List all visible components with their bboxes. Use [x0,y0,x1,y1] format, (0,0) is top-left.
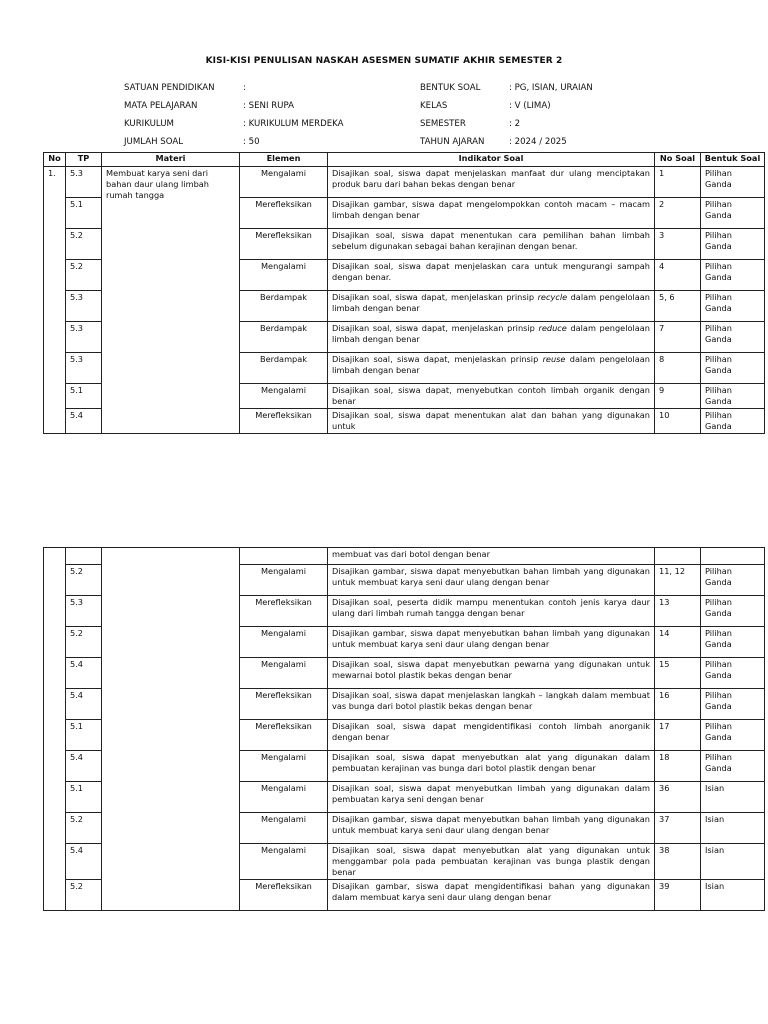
tp-cell: 5.4 [66,658,102,689]
meta-key: JUMLAH SOAL [124,137,184,147]
tp-cell: 5.1 [66,198,102,229]
no-soal-cell: 18 [655,751,701,782]
indikator-cell: Disajikan gambar, siswa dapat menyebutkan bahan limbah yang digunakan untuk membuat karya seni daur ulang dengan benar [328,565,655,596]
bentuk-soal-cell: Pilihan Ganda [701,291,765,322]
meta-row-semester [420,115,593,133]
elemen-cell: Merefleksikan [240,198,328,229]
no-soal-cell: 1 [655,167,701,198]
meta-value: : SENI RUPA [243,101,294,111]
meta-key: SEMESTER [420,119,466,129]
meta-row-mapel [124,97,344,115]
no-soal-cell: 16 [655,689,701,720]
row-number [44,548,66,911]
indikator-term: reduce [538,323,567,333]
kisi-table-page-2 [43,547,765,911]
meta-value: : PG, ISIAN, URAIAN [509,83,593,93]
indikator-cell [328,291,655,322]
indikator-cell: Disajikan gambar, siswa dapat mengidentifikasi bahan yang digunakan dalam membuat karya seni daur ulang dengan benar [328,880,655,911]
no-soal-cell: 10 [655,409,701,434]
indikator-term: recycle [537,292,568,302]
meta-row-kelas [420,97,593,115]
indikator-text: dalam pengelolaan limbah dengan benar [332,354,650,375]
tp-cell: 5.3 [66,167,102,198]
no-soal-cell: 8 [655,353,701,384]
no-soal-cell: 9 [655,384,701,409]
elemen-cell: Merefleksikan [240,229,328,260]
meta-value: : 2024 / 2025 [509,137,567,147]
meta-value: : 50 [243,137,260,147]
tp-cell: 5.2 [66,229,102,260]
indikator-cell: Disajikan soal, siswa dapat menjelaskan langkah – langkah dalam membuat vas bunga dari botol plastik bekas dengan benar [328,689,655,720]
elemen-cell: Mengalami [240,565,328,596]
bentuk-soal-cell: Pilihan Ganda [701,353,765,384]
header-indikator: Indikator Soal [328,153,655,167]
header-no: No [44,153,66,167]
table-header-row [44,153,765,167]
elemen-cell: Merefleksikan [240,689,328,720]
elemen-cell: Berdampak [240,353,328,384]
no-soal-cell: 38 [655,844,701,880]
indikator-cell: Disajikan soal, siswa dapat menjelaskan manfaat dur ulang menciptakan produk baru dari bahan bekas dengan benar [328,167,655,198]
bentuk-soal-cell: Isian [701,782,765,813]
indikator-cell: Disajikan soal, siswa dapat menyebutkan limbah yang digunakan dalam pembuatan karya seni dengan benar [328,782,655,813]
bentuk-soal-cell: Pilihan Ganda [701,409,765,434]
bentuk-soal-cell: Pilihan Ganda [701,322,765,353]
elemen-cell: Mengalami [240,751,328,782]
meta-row-jumlah [124,133,344,151]
tp-cell: 5.2 [66,565,102,596]
tp-cell: 5.4 [66,751,102,782]
bentuk-soal-cell: Pilihan Ganda [701,720,765,751]
row-number: 1. [44,167,66,434]
header-bentuk-soal: Bentuk Soal [701,153,765,167]
bentuk-soal-cell: Pilihan Ganda [701,751,765,782]
elemen-cell: Mengalami [240,167,328,198]
elemen-cell: Merefleksikan [240,880,328,911]
elemen-cell: Merefleksikan [240,596,328,627]
meta-left [124,79,344,151]
no-soal-cell: 15 [655,658,701,689]
indikator-cell: Disajikan gambar, siswa dapat menyebutkan bahan limbah yang digunakan untuk membuat karya seni daur ulang dengan benar [328,627,655,658]
no-soal-cell: 2 [655,198,701,229]
bentuk-soal-cell [701,548,765,565]
document-title: KISI-KISI PENULISAN NASKAH ASESMEN SUMATIF AKHIR SEMESTER 2 [205,56,563,66]
tp-cell: 5.4 [66,409,102,434]
tp-cell: 5.4 [66,689,102,720]
elemen-cell: Berdampak [240,322,328,353]
bentuk-soal-cell: Pilihan Ganda [701,198,765,229]
bentuk-soal-cell: Pilihan Ganda [701,658,765,689]
meta-value: : [243,83,246,93]
header-elemen: Elemen [240,153,328,167]
tp-cell: 5.3 [66,291,102,322]
elemen-cell [240,548,328,565]
indikator-text: Disajikan soal, siswa dapat, menjelaskan prinsip [332,292,538,302]
tp-cell: 5.2 [66,813,102,844]
indikator-text: Disajikan soal, siswa dapat, menjelaskan prinsip [332,354,543,364]
tp-cell: 5.2 [66,260,102,291]
bentuk-soal-cell: Pilihan Ganda [701,229,765,260]
indikator-term: reuse [542,354,566,364]
indikator-cell: Disajikan soal, peserta didik mampu menentukan contoh jenis karya daur ulang dari limbah rumah tangga dengan benar [328,596,655,627]
indikator-cell: Disajikan soal, siswa dapat menentukan cara pemilihan bahan limbah sebelum digunakan sebagai bahan kerajinan dengan benar. [328,229,655,260]
no-soal-cell: 14 [655,627,701,658]
bentuk-soal-cell: Pilihan Ganda [701,627,765,658]
meta-row-bentuk [420,79,593,97]
bentuk-soal-cell: Pilihan Ganda [701,565,765,596]
meta-value: : 2 [509,119,521,129]
elemen-cell: Merefleksikan [240,720,328,751]
tp-cell: 5.1 [66,384,102,409]
meta-key: TAHUN AJARAN [420,137,485,147]
indikator-cell: Disajikan soal, siswa dapat, menyebutkan contoh limbah organik dengan benar [328,384,655,409]
meta-key: BENTUK SOAL [420,83,481,93]
indikator-cell: Disajikan soal, siswa dapat menentukan alat dan bahan yang digunakan untuk [328,409,655,434]
materi-cell: Membuat karya seni dari bahan daur ulang limbah rumah tangga [102,167,240,434]
bentuk-soal-cell: Pilihan Ganda [701,596,765,627]
tp-cell: 5.4 [66,844,102,880]
tp-cell: 5.1 [66,720,102,751]
header-no-soal: No Soal [655,153,701,167]
no-soal-cell: 11, 12 [655,565,701,596]
meta-key: KURIKULUM [124,119,174,129]
meta-value: : V (LIMA) [509,101,551,111]
bentuk-soal-cell: Pilihan Ganda [701,260,765,291]
no-soal-cell: 3 [655,229,701,260]
meta-row-kurikulum [124,115,344,133]
bentuk-soal-cell: Pilihan Ganda [701,689,765,720]
indikator-cell: Disajikan soal, siswa dapat menyebutkan pewarna yang digunakan untuk mewarnai botol plastik bekas dengan benar [328,658,655,689]
elemen-cell: Mengalami [240,627,328,658]
bentuk-soal-cell: Pilihan Ganda [701,167,765,198]
kisi-table-page-1 [43,152,765,434]
tp-cell [66,548,102,565]
no-soal-cell [655,548,701,565]
indikator-text: dalam pengelolaan limbah dengan benar [332,323,650,344]
tp-cell: 5.3 [66,353,102,384]
meta-right [420,79,593,151]
bentuk-soal-cell: Isian [701,880,765,911]
bentuk-soal-cell: Isian [701,813,765,844]
no-soal-cell: 4 [655,260,701,291]
elemen-cell: Mengalami [240,813,328,844]
tp-cell: 5.2 [66,880,102,911]
meta-key: MATA PELAJARAN [124,101,198,111]
tp-cell: 5.3 [66,322,102,353]
elemen-cell: Mengalami [240,782,328,813]
indikator-cell: Disajikan gambar, siswa dapat menyebutkan bahan limbah yang digunakan untuk membuat karya seni daur ulang dengan benar [328,813,655,844]
elemen-cell: Berdampak [240,291,328,322]
indikator-cell: Disajikan gambar, siswa dapat mengelompokkan contoh macam – macam limbah dengan benar [328,198,655,229]
no-soal-cell: 7 [655,322,701,353]
table-row-continuation [44,548,765,565]
table-row [44,167,765,198]
indikator-cell: Disajikan soal, siswa dapat mengidentifikasi contoh limbah anorganik dengan benar [328,720,655,751]
elemen-cell: Mengalami [240,384,328,409]
bentuk-soal-cell: Isian [701,844,765,880]
elemen-cell: Merefleksikan [240,409,328,434]
indikator-cell [328,353,655,384]
indikator-cell [328,322,655,353]
no-soal-cell: 37 [655,813,701,844]
header-materi: Materi [102,153,240,167]
indikator-cell: Disajikan soal, siswa dapat menjelaskan cara untuk mengurangi sampah dengan benar. [328,260,655,291]
meta-key: KELAS [420,101,448,111]
materi-cell [102,548,240,911]
no-soal-cell: 36 [655,782,701,813]
meta-key: SATUAN PENDIDIKAN [124,83,215,93]
meta-row-tahun [420,133,593,151]
no-soal-cell: 5, 6 [655,291,701,322]
tp-cell: 5.1 [66,782,102,813]
elemen-cell: Mengalami [240,658,328,689]
elemen-cell: Mengalami [240,844,328,880]
header-tp: TP [66,153,102,167]
bentuk-soal-cell: Pilihan Ganda [701,384,765,409]
no-soal-cell: 17 [655,720,701,751]
indikator-text: dalam pengelolaan limbah dengan benar [332,292,650,313]
meta-row-satuan [124,79,344,97]
no-soal-cell: 39 [655,880,701,911]
meta-value: : KURIKULUM MERDEKA [243,119,344,129]
elemen-cell: Mengalami [240,260,328,291]
no-soal-cell: 13 [655,596,701,627]
tp-cell: 5.3 [66,596,102,627]
indikator-cell: membuat vas dari botol dengan benar [328,548,655,565]
indikator-text: Disajikan soal, siswa dapat, menjelaskan prinsip [332,323,539,333]
indikator-cell: Disajikan soal, siswa dapat menyebutkan alat yang digunakan untuk menggambar pola pada pembuatan kerajinan vas bunga plastik dengan benar [328,844,655,880]
indikator-cell: Disajikan soal, siswa dapat menyebutkan alat yang digunakan dalam pembuatan kerajinan vas bunga dari botol plastik dengan benar [328,751,655,782]
tp-cell: 5.2 [66,627,102,658]
